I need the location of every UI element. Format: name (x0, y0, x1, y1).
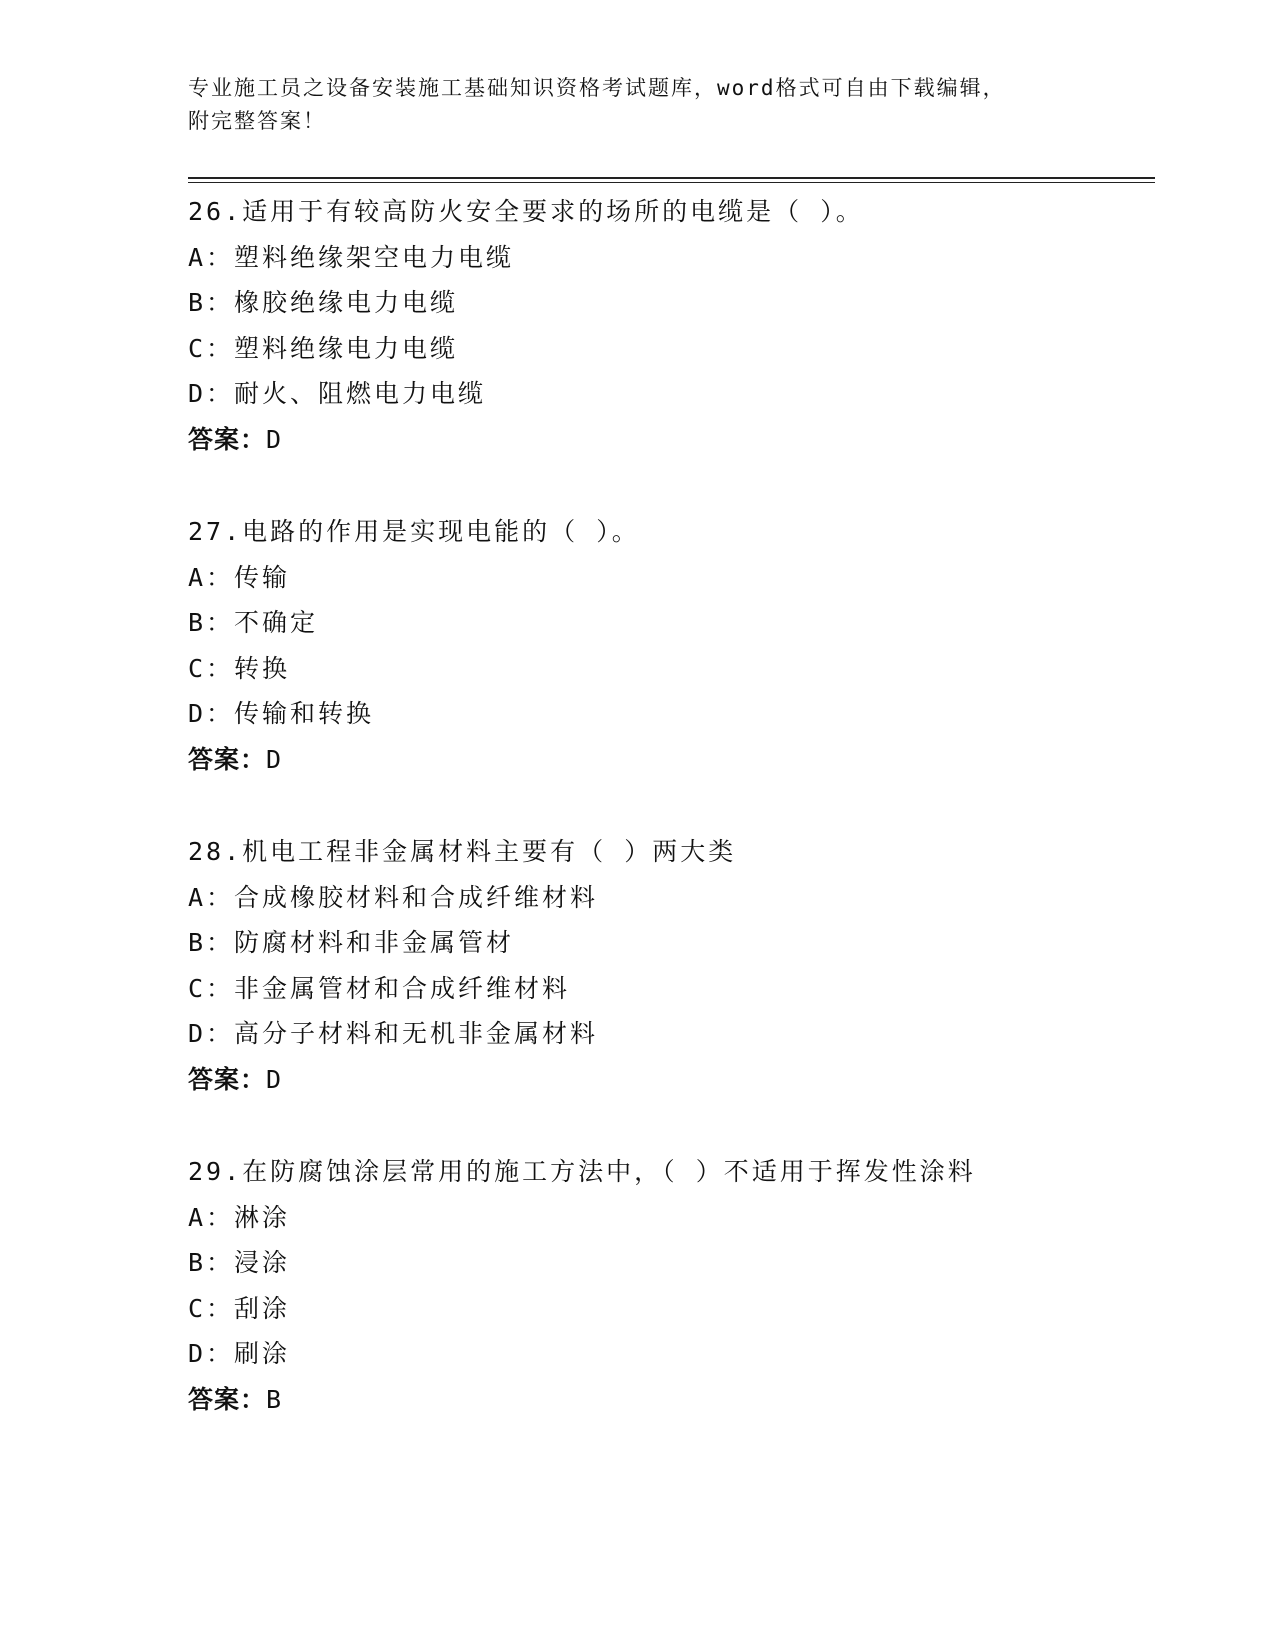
option-a: A：淋涂 (188, 1202, 291, 1232)
answer-label: 答案： (188, 1384, 267, 1414)
answer-label: 答案： (188, 1064, 267, 1094)
option-c: C：塑料绝缘电力电缆 (188, 333, 459, 363)
option-a: A：塑料绝缘架空电力电缆 (188, 242, 515, 272)
question-27 (188, 509, 1148, 829)
question-stem: 28.机电工程非金属材料主要有（ ）两大类 (188, 837, 737, 866)
document-header (188, 72, 1088, 138)
option-b: B：橡胶绝缘电力电缆 (188, 288, 459, 317)
option-d: D：刷涂 (188, 1339, 291, 1368)
question-stem: 27.电路的作用是实现电能的（ ）。 (188, 517, 640, 546)
question-list (188, 189, 1148, 1469)
answer-value: D (266, 424, 283, 454)
header-divider-thick (188, 177, 1155, 179)
option-a: A：合成橡胶材料和合成纤维材料 (188, 882, 599, 912)
option-b: B：不确定 (188, 608, 319, 637)
answer-row (188, 417, 1148, 463)
answer-value: B (266, 1384, 283, 1414)
option-a: A：传输 (188, 562, 291, 592)
option-b: B：防腐材料和非金属管材 (188, 928, 515, 957)
question-stem: 29.在防腐蚀涂层常用的施工方法中，（ ）不适用于挥发性涂料 (188, 1157, 976, 1186)
header-line-2: 附完整答案！ (188, 109, 326, 133)
header-divider-thin (188, 182, 1155, 183)
answer-row (188, 1377, 1148, 1423)
option-d: D：耐火、阻燃电力电缆 (188, 379, 487, 408)
answer-label: 答案： (188, 424, 267, 454)
header-line-1: 专业施工员之设备安装施工基础知识资格考试题库，word格式可自由下载编辑， (188, 76, 1006, 100)
option-d: D：高分子材料和无机非金属材料 (188, 1019, 599, 1048)
answer-value: D (266, 744, 283, 774)
question-stem: 26.适用于有较高防火安全要求的场所的电缆是（ ）。 (188, 197, 864, 226)
question-29 (188, 1149, 1148, 1469)
answer-label: 答案： (188, 744, 267, 774)
answer-value: D (266, 1064, 283, 1094)
option-c: C：转换 (188, 653, 291, 683)
option-c: C：刮涂 (188, 1293, 291, 1323)
option-c: C：非金属管材和合成纤维材料 (188, 973, 571, 1003)
option-b: B：浸涂 (188, 1248, 291, 1277)
question-28 (188, 829, 1148, 1149)
answer-row (188, 737, 1148, 783)
option-d: D：传输和转换 (188, 699, 375, 728)
question-26 (188, 189, 1148, 509)
answer-row (188, 1057, 1148, 1103)
